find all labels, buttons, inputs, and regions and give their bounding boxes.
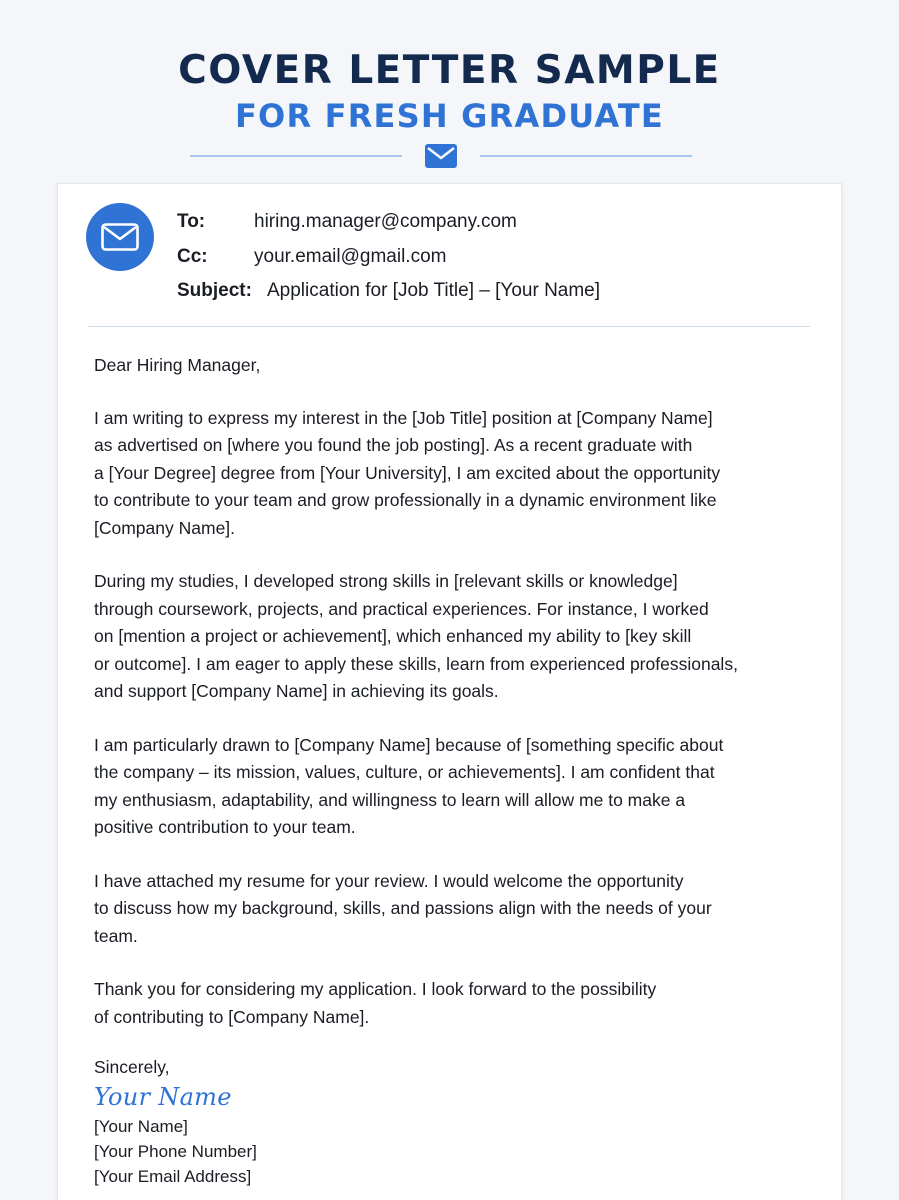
email-subject-value: Application for [Job Title] – [Your Name] [267,280,601,301]
envelope-icon [101,223,139,251]
closing: Sincerely, [94,1057,170,1077]
email-subject-row [177,279,601,303]
salutation: Dear Hiring Manager, [94,355,261,375]
signature: Your Name [94,1083,232,1111]
letter-paragraph [94,976,824,1031]
letter-paragraph [94,568,824,706]
paragraph-line: through coursework, projects, and practical experiences. For instance, I worked [94,598,709,619]
signoff-block [94,1054,257,1189]
paragraph-line: I am particularly drawn to [Company Name] because of [something specific about [94,734,724,755]
email-subject-label: Subject: [177,280,252,301]
paragraph-line: of contributing to [Company Name]. [94,1006,370,1027]
letter-paragraph [94,405,824,543]
contact-phone: [Your Phone Number] [94,1142,257,1161]
paragraph-line: as advertised on [where you found the job posting]. As a recent graduate with [94,435,693,455]
envelope-icon [424,143,458,169]
paragraph-line: Thank you for considering my application. I look forward to the possibility [94,979,657,999]
page-title: COVER LETTER SAMPLE [178,48,721,93]
paragraph-line: to contribute to your team and grow professionally in a dynamic environment like [94,490,717,510]
header-divider-left [190,155,402,157]
paragraph-line: During my studies, I developed strong skills in [relevant skills or knowledge] [94,571,678,591]
contact-email: [Your Email Address] [94,1167,252,1186]
paragraph-line: a [Your Degree] degree from [Your University], I am excited about the opportunity [94,462,721,483]
letter-paragraphs [94,405,824,1032]
header-divider-right [480,155,692,157]
email-to-value: hiring.manager@company.com [254,211,517,232]
paragraph-line: on [mention a project or achievement], which enhanced my ability to [key skill [94,626,692,646]
letter-body [94,352,824,1057]
paragraph-line: or outcome]. I am eager to apply these skills, learn from experienced professionals, [94,653,738,674]
paragraph-line: team. [94,925,138,946]
paragraph-line: to discuss how my background, skills, and passions align with the needs of your [94,898,712,918]
paragraph-line: I am writing to express my interest in the [Job Title] position at [Company Name] [94,407,713,428]
paragraph-line: I have attached my resume for your review. I would welcome the opportunity [94,870,684,891]
page-subtitle: FOR FRESH GRADUATE [235,97,664,135]
page-header [0,44,899,136]
email-to-row [177,210,517,234]
letter-paragraph [94,868,824,951]
email-to-label: To: [177,211,206,232]
email-cc-value: your.email@gmail.com [254,246,447,267]
letter-paragraph [94,732,824,842]
contact-name: [Your Name] [94,1117,188,1136]
paragraph-line: my enthusiasm, adaptability, and willingness to learn will allow me to make a [94,789,686,810]
paragraph-line: positive contribution to your team. [94,817,356,837]
paragraph-line: the company – its mission, values, culture, or achievements]. I am confident that [94,762,715,782]
email-cc-label: Cc: [177,246,208,267]
paragraph-line: and support [Company Name] in achieving its goals. [94,681,499,701]
email-avatar [86,203,154,271]
header-separator [88,326,810,327]
email-cc-row [177,245,447,269]
paragraph-line: [Company Name]. [94,517,236,538]
